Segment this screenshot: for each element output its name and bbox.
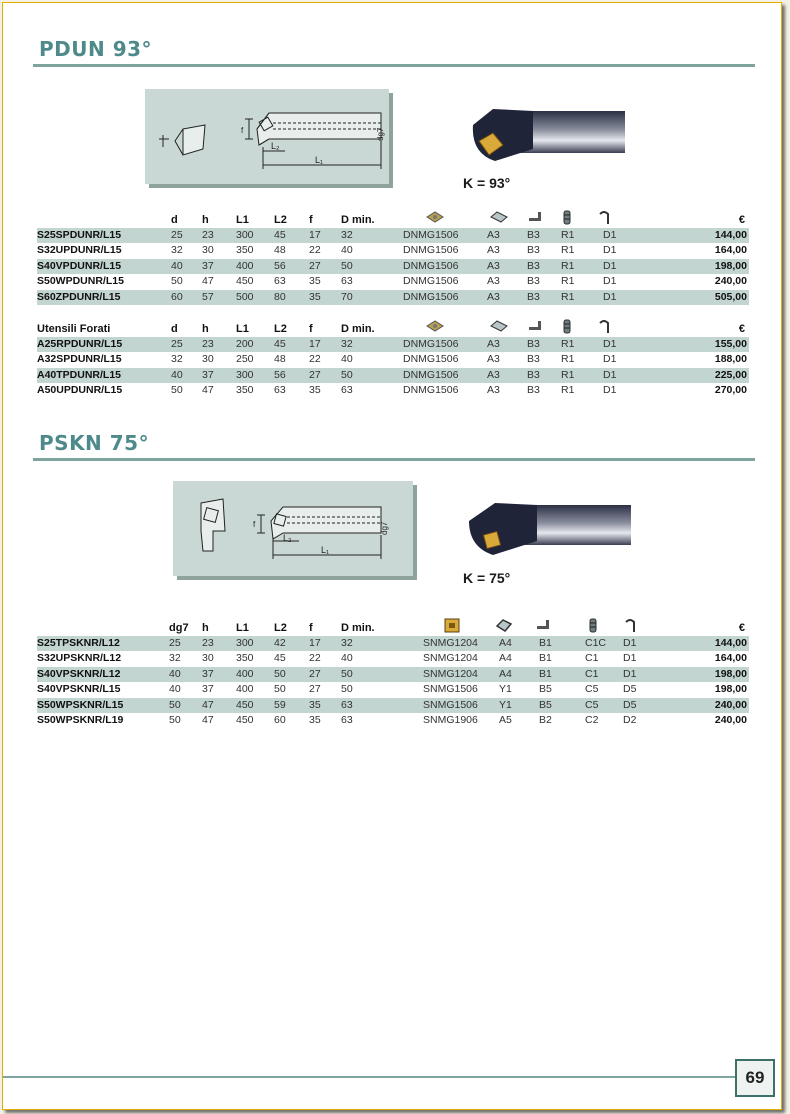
cell-value: 35: [309, 698, 321, 711]
cell-value: DNMG1506: [403, 368, 459, 381]
k-angle-pdun: K = 93°: [463, 175, 511, 191]
cell-value: B3: [527, 290, 540, 303]
diamond-insert-icon: [425, 210, 445, 224]
table-header: [37, 214, 749, 228]
cell-value: A3: [487, 244, 500, 257]
cell-value: C1C: [585, 637, 607, 649]
cell-value: C5: [585, 683, 599, 696]
cell-value: 22: [309, 244, 321, 257]
cell-value: 60: [171, 290, 183, 303]
key-icon: [597, 319, 611, 335]
table-row: [37, 290, 749, 305]
cell-value: 32: [171, 244, 183, 257]
cell-value: 45: [274, 652, 286, 665]
cell-value: 450: [236, 698, 254, 711]
table-header: [37, 323, 749, 337]
cell-value: DNMG1506: [403, 244, 459, 257]
cell-value: DNMG1506: [403, 353, 459, 366]
diagram-label-l2: L₂: [283, 533, 292, 543]
cell-value: SNMG1906: [423, 713, 478, 726]
cell-value: 35: [309, 275, 321, 288]
cell-value: 32: [341, 338, 353, 350]
cell-value: 400: [236, 683, 254, 696]
cell-price: 188,00: [714, 353, 747, 366]
table-row: [37, 228, 749, 243]
cell-value: R1: [561, 368, 575, 381]
cell-code: S40VPSKNR/L15: [37, 683, 121, 696]
cell-value: 50: [169, 713, 181, 726]
cell-value: A3: [487, 368, 500, 381]
cell-value: 32: [341, 637, 353, 649]
cell-value: DNMG1506: [403, 338, 459, 350]
cell-value: 37: [202, 259, 214, 272]
cell-value: 50: [341, 667, 353, 680]
cell-value: 200: [236, 338, 254, 350]
cell-value: 57: [202, 290, 214, 303]
cell-code: S60ZPDUNR/L15: [37, 290, 121, 303]
page-number: 69: [735, 1059, 775, 1097]
cell-code: A40TPDUNR/L15: [37, 368, 122, 381]
cell-value: 47: [202, 275, 214, 288]
cell-value: D5: [623, 698, 637, 711]
cell-value: B1: [539, 667, 552, 680]
cell-value: D1: [603, 338, 617, 350]
cell-value: D1: [603, 368, 617, 381]
cell-value: A3: [487, 353, 500, 366]
cell-code: S50WPDUNR/L15: [37, 275, 124, 288]
table-row: [37, 713, 749, 728]
table-row: [37, 243, 749, 258]
rhombus-insert-icon: [495, 618, 513, 634]
table-pdun-standard: [37, 214, 749, 305]
cell-value: SNMG1204: [423, 652, 478, 665]
cell-value: A3: [487, 259, 500, 272]
cell-value: SNMG1506: [423, 698, 478, 711]
header-code: Utensili Forati: [37, 323, 111, 335]
section-divider: [33, 64, 755, 67]
cell-value: DNMG1506: [403, 229, 459, 241]
cell-value: 63: [341, 698, 353, 711]
cell-value: B3: [527, 368, 540, 381]
cell-value: D1: [603, 353, 617, 366]
rhombus-insert-icon: [489, 210, 509, 224]
cell-code: A50UPDUNR/L15: [37, 384, 123, 397]
cell-value: 30: [202, 353, 214, 366]
table-row: [37, 352, 749, 367]
cell-value: 50: [171, 384, 183, 397]
cell-value: 27: [309, 259, 321, 272]
cell-price: 198,00: [714, 683, 747, 696]
technical-drawing-pskn: [173, 481, 413, 576]
diamond-insert-icon: [425, 319, 445, 333]
cell-value: DNMG1506: [403, 290, 459, 303]
footer-divider: [3, 1076, 735, 1078]
cell-value: 45: [274, 338, 286, 350]
section-title-pdun: PDUN 93°: [39, 37, 153, 61]
cell-value: R1: [561, 384, 575, 397]
cell-value: D2: [623, 713, 637, 726]
cell-value: A3: [487, 290, 500, 303]
cell-value: D5: [623, 683, 637, 696]
cell-code: S40VPSKNR/L12: [37, 667, 121, 680]
cell-code: A32SPDUNR/L15: [37, 353, 122, 366]
header-h: h: [202, 214, 209, 226]
cell-value: SNMG1204: [423, 637, 478, 649]
cell-value: C1: [585, 667, 599, 680]
cell-value: D1: [603, 290, 617, 303]
cell-value: 22: [309, 353, 321, 366]
cell-value: D1: [603, 244, 617, 257]
header-f: f: [309, 622, 313, 634]
technical-drawing-pdun: [145, 89, 389, 184]
cell-value: 50: [171, 275, 183, 288]
cell-code: A25RPDUNR/L15: [37, 338, 123, 350]
header-f: f: [309, 214, 313, 226]
cell-price: 240,00: [714, 713, 747, 726]
table-row: [37, 337, 749, 352]
cell-price: 505,00: [714, 290, 747, 303]
cell-price: 225,00: [714, 368, 747, 381]
cell-value: SNMG1506: [423, 683, 478, 696]
screw-icon: [561, 319, 573, 335]
header-l2: L2: [274, 323, 287, 335]
cell-value: C1: [585, 652, 599, 665]
cell-value: R1: [561, 353, 575, 366]
cell-code: S25TPSKNR/L12: [37, 637, 120, 649]
cell-value: 70: [341, 290, 353, 303]
cell-value: 63: [274, 384, 286, 397]
cell-value: 25: [169, 637, 181, 649]
table-row: [37, 651, 749, 666]
cell-value: 40: [341, 244, 353, 257]
cell-value: 450: [236, 275, 254, 288]
header-h: h: [202, 622, 209, 634]
cell-value: 25: [171, 338, 183, 350]
cell-value: 56: [274, 368, 286, 381]
cell-value: A3: [487, 229, 500, 241]
catalog-page: [2, 2, 782, 1110]
cell-value: R1: [561, 275, 575, 288]
k-angle-pskn: K = 75°: [463, 570, 511, 586]
cell-value: 40: [341, 353, 353, 366]
header-d: d: [171, 323, 178, 335]
section-divider: [33, 458, 755, 461]
cell-value: 17: [309, 229, 321, 241]
cell-value: 48: [274, 353, 286, 366]
cell-value: B1: [539, 637, 552, 649]
cell-value: 400: [236, 667, 254, 680]
cell-value: A3: [487, 275, 500, 288]
cell-value: 50: [274, 667, 286, 680]
cell-value: R1: [561, 229, 575, 241]
cell-code: S50WPSKNR/L15: [37, 698, 124, 711]
table-pdun-forati: [37, 323, 749, 399]
header-d: d: [171, 214, 178, 226]
diagram-label-l1: L₁: [321, 545, 330, 555]
diagram-label-f: f: [241, 126, 244, 135]
cell-value: 48: [274, 244, 286, 257]
cell-value: 450: [236, 713, 254, 726]
cell-value: C2: [585, 713, 599, 726]
cell-value: B3: [527, 244, 540, 257]
cell-price: 164,00: [714, 652, 747, 665]
cell-value: 63: [341, 384, 353, 397]
cell-code: S32UPSKNR/L12: [37, 652, 122, 665]
table-row: [37, 636, 749, 651]
cell-price: 155,00: [714, 338, 747, 350]
screw-icon: [561, 210, 573, 226]
cell-value: 250: [236, 353, 254, 366]
diagram-label-dg7: dg7: [376, 127, 385, 141]
cell-value: B3: [527, 275, 540, 288]
cell-value: 50: [341, 368, 353, 381]
cell-value: 47: [202, 698, 214, 711]
section-title-pskn: PSKN 75°: [39, 431, 150, 455]
cell-value: A4: [499, 637, 512, 649]
cell-value: 300: [236, 637, 254, 649]
cell-price: 198,00: [714, 259, 747, 272]
table-row: [37, 698, 749, 713]
cell-value: 300: [236, 368, 254, 381]
cell-value: 32: [341, 229, 353, 241]
cell-value: B3: [527, 259, 540, 272]
cell-value: D1: [603, 259, 617, 272]
cell-value: 23: [202, 338, 214, 350]
cell-price: 240,00: [714, 275, 747, 288]
cell-value: C5: [585, 698, 599, 711]
cell-value: 80: [274, 290, 286, 303]
cell-value: Y1: [499, 683, 512, 696]
header-l2: L2: [274, 214, 287, 226]
cell-code: S40VPDUNR/L15: [37, 259, 122, 272]
cell-value: A4: [499, 667, 512, 680]
table-row: [37, 274, 749, 289]
cell-value: B3: [527, 229, 540, 241]
cell-value: 42: [274, 637, 286, 649]
cell-value: D1: [603, 229, 617, 241]
cell-value: 40: [169, 683, 181, 696]
cell-value: 500: [236, 290, 254, 303]
table-row: [37, 682, 749, 697]
diagram-label-f: f: [253, 520, 256, 529]
cell-value: B3: [527, 353, 540, 366]
cell-value: 40: [171, 259, 183, 272]
cell-value: 27: [309, 683, 321, 696]
cell-value: 40: [169, 667, 181, 680]
cell-value: 23: [202, 637, 214, 649]
cell-value: R1: [561, 244, 575, 257]
cell-value: SNMG1204: [423, 667, 478, 680]
header-l1: L1: [236, 622, 249, 634]
cell-price: 164,00: [714, 244, 747, 257]
cell-value: 40: [341, 652, 353, 665]
cell-value: 23: [202, 229, 214, 241]
header-h: h: [202, 323, 209, 335]
cell-value: 47: [202, 384, 214, 397]
header-dmin: D min.: [341, 622, 375, 634]
cell-value: DNMG1506: [403, 384, 459, 397]
cell-value: DNMG1506: [403, 259, 459, 272]
square-insert-icon: [443, 618, 461, 634]
cell-value: 45: [274, 229, 286, 241]
shim-icon: [535, 618, 551, 632]
cell-value: 37: [202, 667, 214, 680]
cell-value: A5: [499, 713, 512, 726]
cell-code: S50WPSKNR/L19: [37, 713, 124, 726]
cell-value: 400: [236, 259, 254, 272]
cell-value: D1: [623, 637, 637, 649]
cell-value: R1: [561, 338, 575, 350]
table-row: [37, 383, 749, 398]
cell-value: D1: [603, 384, 617, 397]
cell-value: 22: [309, 652, 321, 665]
cell-price: 144,00: [714, 637, 747, 649]
cell-value: 50: [169, 698, 181, 711]
cell-value: 30: [202, 652, 214, 665]
cell-value: 35: [309, 384, 321, 397]
header-l1: L1: [236, 214, 249, 226]
cell-price: 198,00: [714, 667, 747, 680]
header-dmin: D min.: [341, 323, 375, 335]
cell-value: 63: [274, 275, 286, 288]
cell-value: Y1: [499, 698, 512, 711]
cell-value: 50: [274, 683, 286, 696]
cell-value: DNMG1506: [403, 275, 459, 288]
cell-value: 50: [341, 683, 353, 696]
cell-value: A4: [499, 652, 512, 665]
cell-value: R1: [561, 259, 575, 272]
cell-value: B5: [539, 698, 552, 711]
cell-price: 240,00: [714, 698, 747, 711]
cell-value: 17: [309, 637, 321, 649]
cell-value: 350: [236, 384, 254, 397]
cell-value: 59: [274, 698, 286, 711]
tool-photo-pskn: [465, 497, 633, 559]
header-price: €: [738, 622, 745, 634]
cell-value: A3: [487, 384, 500, 397]
diagram-label-l2: L₂: [271, 141, 280, 151]
cell-value: B2: [539, 713, 552, 726]
cell-price: 270,00: [714, 384, 747, 397]
cell-value: 300: [236, 229, 254, 241]
header-l2: L2: [274, 622, 287, 634]
cell-value: D1: [603, 275, 617, 288]
cell-value: R1: [561, 290, 575, 303]
header-dg7: dg7: [169, 622, 189, 634]
cell-value: D1: [623, 652, 637, 665]
rhombus-insert-icon: [489, 319, 509, 333]
cell-code: S25SPDUNR/L15: [37, 229, 122, 241]
cell-value: 37: [202, 683, 214, 696]
cell-value: D1: [623, 667, 637, 680]
cell-value: 25: [171, 229, 183, 241]
cell-value: B1: [539, 652, 552, 665]
cell-value: B3: [527, 384, 540, 397]
cell-value: 40: [171, 368, 183, 381]
cell-value: 17: [309, 338, 321, 350]
cell-value: 350: [236, 652, 254, 665]
key-icon: [623, 618, 637, 634]
cell-code: S32UPDUNR/L15: [37, 244, 122, 257]
tool-photo-pdun: [463, 103, 628, 168]
table-row: [37, 259, 749, 274]
cell-value: 35: [309, 290, 321, 303]
cell-value: 63: [341, 275, 353, 288]
cell-value: 32: [169, 652, 181, 665]
cell-price: 144,00: [714, 229, 747, 241]
table-pskn: [37, 622, 749, 728]
cell-value: 56: [274, 259, 286, 272]
diagram-label-dg7: dg7: [380, 521, 389, 535]
shim-icon: [527, 210, 543, 224]
cell-value: 350: [236, 244, 254, 257]
cell-value: B5: [539, 683, 552, 696]
shim-icon: [527, 319, 543, 333]
cell-value: 27: [309, 667, 321, 680]
cell-value: 30: [202, 244, 214, 257]
header-l1: L1: [236, 323, 249, 335]
screw-icon: [587, 618, 599, 634]
cell-value: 60: [274, 713, 286, 726]
header-price: €: [738, 323, 745, 335]
header-dmin: D min.: [341, 214, 375, 226]
cell-value: 47: [202, 713, 214, 726]
cell-value: 32: [171, 353, 183, 366]
key-icon: [597, 210, 611, 226]
cell-value: 37: [202, 368, 214, 381]
cell-value: 35: [309, 713, 321, 726]
cell-value: 27: [309, 368, 321, 381]
header-price: €: [738, 214, 745, 226]
cell-value: 63: [341, 713, 353, 726]
cell-value: A3: [487, 338, 500, 350]
table-row: [37, 368, 749, 383]
cell-value: 50: [341, 259, 353, 272]
diagram-label-l1: L₁: [315, 155, 324, 165]
cell-value: B3: [527, 338, 540, 350]
table-row: [37, 667, 749, 682]
header-f: f: [309, 323, 313, 335]
table-header: [37, 622, 749, 636]
